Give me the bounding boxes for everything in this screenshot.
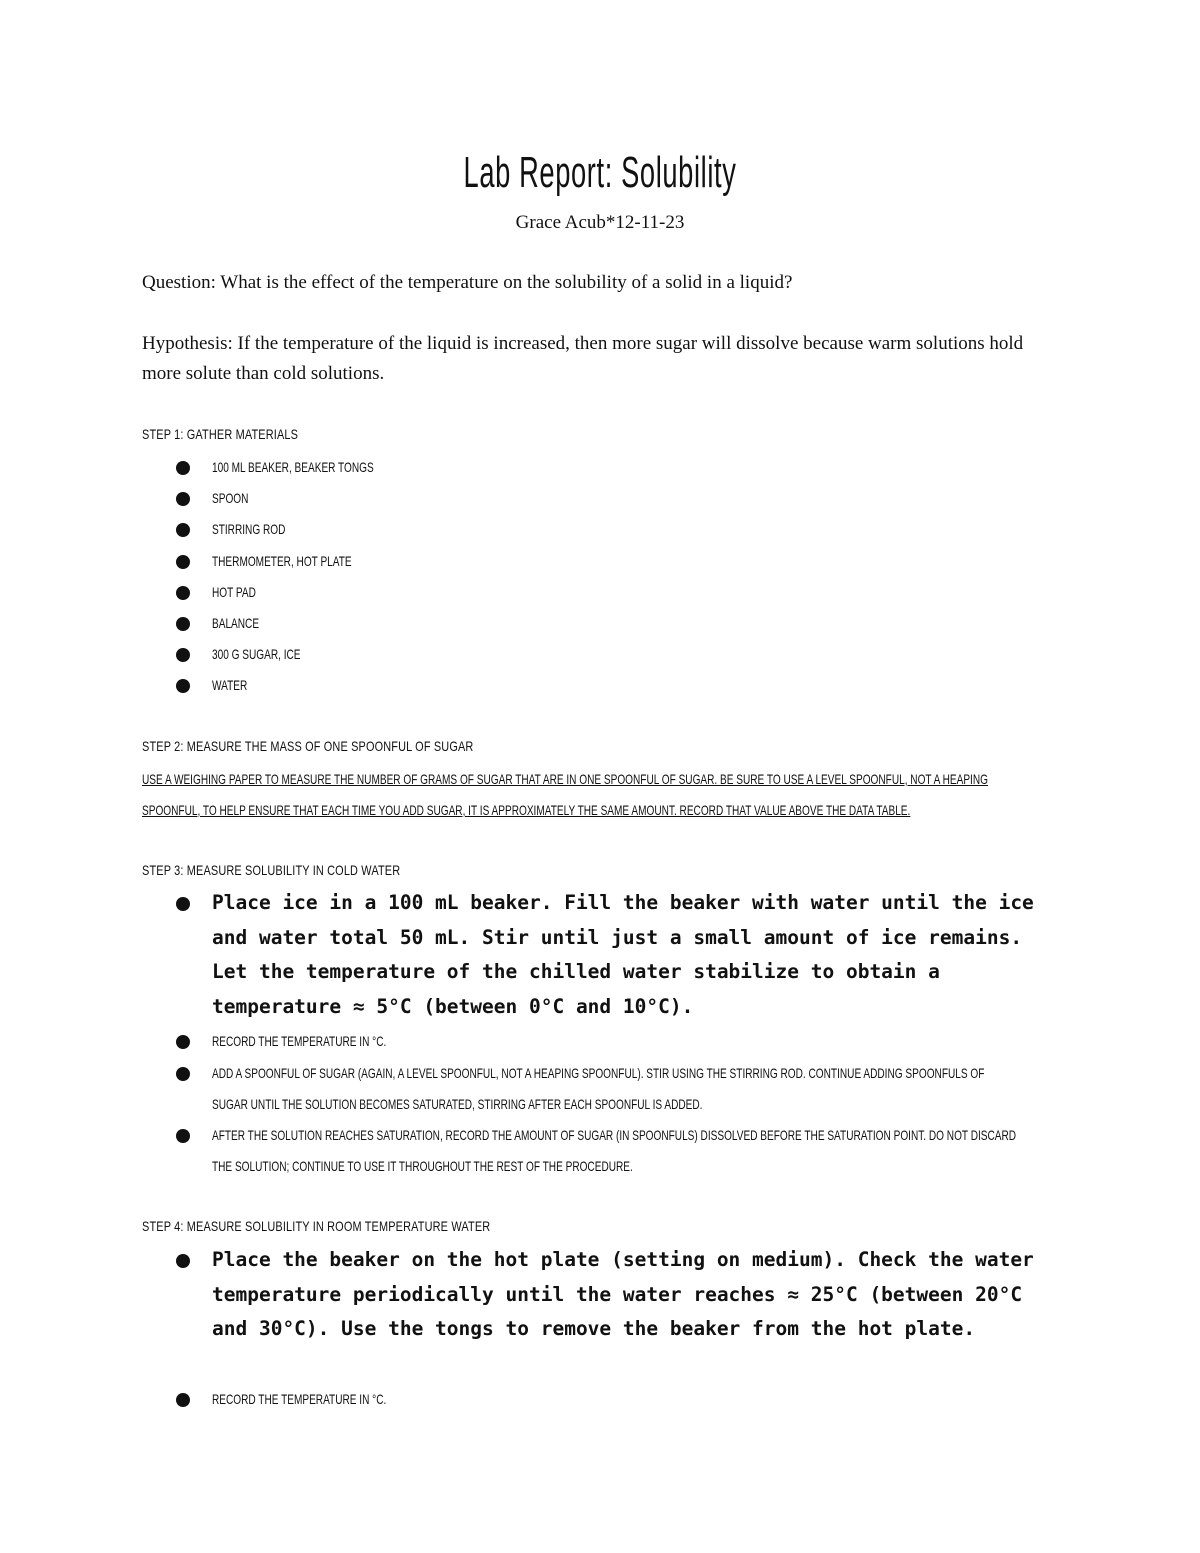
bullet-icon [176, 523, 190, 537]
list-item [176, 1058, 1200, 1120]
step2-line: USE A WEIGHING PAPER TO MEASURE THE NUMBER OF GRAMS OF SUGAR THAT ARE IN ONE SPOONFUL OF SUGAR. BE SURE TO USE A LEVEL SPOONFUL, NOT A HEAPING [142, 771, 988, 787]
bullet-icon [176, 1035, 190, 1049]
step2-instructions [142, 764, 1200, 826]
hypothesis-paragraph: Hypothesis: If the temperature of the liquid is increased, then more sugar will dissolve because warm solutions hold more solute than cold solutions. [142, 333, 1024, 384]
list-item: THERMOMETER, HOT PLATE [176, 546, 437, 577]
step2-line: SPOONFUL, TO HELP ENSURE THAT EACH TIME YOU ADD SUGAR, IT IS APPROXIMATELY THE SAME AMOUNT. RECORD THAT VALUE ABOVE THE DATA TABLE. [142, 802, 911, 818]
bullet-icon [176, 1254, 190, 1268]
page-title: Lab Report: Solubility [463, 148, 737, 197]
step3-saturation-line: THE SOLUTION; CONTINUE TO USE IT THROUGHOUT THE REST OF THE PROCEDURE. [212, 1158, 633, 1174]
list-item [176, 1243, 1056, 1347]
list-item: HOT PAD [176, 577, 437, 608]
step4-hotplate-instruction: Place the beaker on the hot plate (setting on medium). Check the water temperature periodically until the water reaches ≈ 25°C (between 20°C and 30°C). Use the tongs to remove the beaker from the hot plate. [212, 1248, 1034, 1340]
step3-heading: STEP 3: MEASURE SOLUBILITY IN COLD WATER [142, 862, 401, 878]
bullet-icon [176, 679, 190, 693]
list-item: STIRRING ROD [176, 514, 437, 545]
bullet-icon [176, 648, 190, 662]
step3-add-sugar-line: ADD A SPOONFUL OF SUGAR (AGAIN, A LEVEL SPOONFUL, NOT A HEAPING SPOONFUL). STIR USING THE STIRRING ROD. CONTINUE ADDING SPOONFULS OF [212, 1065, 985, 1081]
bullet-icon [176, 1129, 190, 1143]
list-item [176, 1120, 1200, 1182]
bullet-icon [176, 617, 190, 631]
bullet-icon [176, 461, 190, 475]
step4-heading: STEP 4: MEASURE SOLUBILITY IN ROOM TEMPERATURE WATER [142, 1218, 491, 1234]
list-item: BALANCE [176, 608, 437, 639]
step3-ice-instruction: Place ice in a 100 mL beaker. Fill the beaker with water until the ice and water total 50 mL. Stir until just a small amount of ice remains. Let the temperature of the chilled water stabilize to obtain a temperature ≈ 5°C (between 0°C and 10°C). [212, 891, 1034, 1018]
list-item [176, 886, 1056, 1024]
bullet-icon [176, 897, 190, 911]
bullet-icon [176, 1393, 190, 1407]
step4-record-instruction: RECORD THE TEMPERATURE IN °C. [212, 1391, 387, 1407]
step3-add-sugar-line: SUGAR UNTIL THE SOLUTION BECOMES SATURATED, STIRRING AFTER EACH SPOONFUL IS ADDED. [212, 1096, 703, 1112]
step3-saturation-line: AFTER THE SOLUTION REACHES SATURATION, RECORD THE AMOUNT OF SUGAR (IN SPOONFULS) DISSOLVED BEFORE THE SATURATION POINT. DO NOT DISCARD [212, 1127, 1017, 1143]
bullet-icon [176, 492, 190, 506]
step2-heading: STEP 2: MEASURE THE MASS OF ONE SPOONFUL OF SUGAR [142, 738, 474, 754]
author-date: Grace Acub*12-11-23 [515, 212, 685, 233]
list-item: WATER [176, 670, 437, 701]
list-item: 100 ML BEAKER, BEAKER TONGS [176, 452, 437, 483]
materials-list [176, 452, 437, 702]
list-item: 300 G SUGAR, ICE [176, 639, 437, 670]
bullet-icon [176, 1067, 190, 1081]
list-item [176, 1384, 1200, 1415]
bullet-icon [176, 586, 190, 600]
step1-heading: STEP 1: GATHER MATERIALS [142, 426, 299, 442]
list-item [176, 1026, 1200, 1057]
step3-record-instruction: RECORD THE TEMPERATURE IN °C. [212, 1033, 387, 1049]
bullet-icon [176, 555, 190, 569]
list-item: SPOON [176, 483, 437, 514]
question-paragraph: Question: What is the effect of the temperature on the solubility of a solid in a liquid? [142, 272, 793, 293]
